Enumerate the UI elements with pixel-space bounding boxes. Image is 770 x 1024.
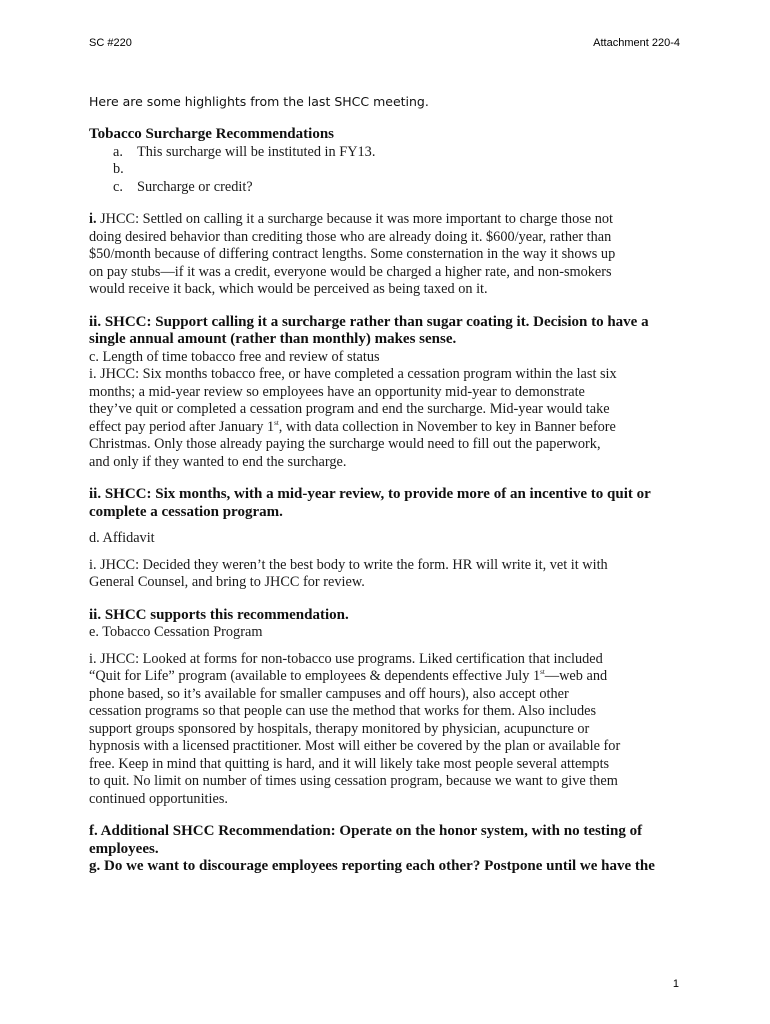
heading-honor-system: f. Additional SHCC Recommendation: Operate on the honor system, with no testing of employees. [89, 823, 643, 857]
paragraph-jhcc-affidavit: i. JHCC: Decided they weren’t the best body to write the form. HR will write it, vet it with General Counsel, and bring to JHCC for review. [89, 556, 608, 590]
heading-shcc-six-months: ii. SHCC: Six months, with a mid-year review, to provide more of an incentive to quit or complete a cessation program. [89, 486, 651, 520]
heading-shcc-support: ii. SHCC: Support calling it a surcharge rather than sugar coating it. Decision to have a single annual amount (rather than monthly) makes sense. [89, 313, 649, 347]
paragraph-jhcc-surcharge: i. JHCC: Settled on calling it a surcharge because it was more important to charge those not doing desired behavior than crediting those who are already doing it. $600/year, rather than $50/month because of differing contract lengths. Some consternation in the way it shows up on pay stubs—if it was a credit, everyone would be charged a higher rate, and non-smokers would receive it back, which would be perceived as being taxed on it. [89, 211, 616, 297]
list-item: c. Surcharge or credit? [113, 178, 253, 195]
paragraph-jhcc-six-months: i. JHCC: Six months tobacco free, or have completed a cessation program within the last six months; a mid-year review so employees have an opportunity mid-year to demonstrate they’ve quit or completed a cessation program and end the surcharge. Mid-year would take effect pay period after January 1st, with data collection in November to key in Banner before Christmas. Only those already paying the surcharge would need to fill out the paperwork, and only if they wanted to end the surcharge. [89, 366, 617, 470]
list-item: a. This surcharge will be instituted in FY13. [113, 143, 376, 160]
heading-discourage-reporting: g. Do we want to discourage employees reporting each other? Postpone until we have the [89, 858, 655, 874]
list-item: b. [113, 161, 124, 177]
header-doc-id: SC #220 [89, 37, 132, 49]
page-number: 1 [672, 978, 679, 990]
subheading-affidavit: d. Affidavit [89, 530, 155, 546]
paragraph-jhcc-cessation: i. JHCC: Looked at forms for non-tobacco use programs. Liked certification that included “Quit for Life” program (available to employees & dependents effective July 1st—web and phone based, so it’s available for smaller campuses and off hours), also accept other cessation programs so that people can use the method that works for them. Also includes support groups sponsored by hospitals, therapy monitored by physician, acupuncture or hypnosis with a licensed practitioner. Most will either be covered by the plan or available for free. Keep in mind that quitting is hard, and it will likely take most people several attempts to quit. No limit on number of times using cessation program, because we want to give them continued opportunities. [89, 650, 621, 807]
header-attachment: Attachment 220-4 [593, 37, 680, 49]
subheading-cessation-program: e. Tobacco Cessation Program [89, 624, 263, 640]
section-title: Tobacco Surcharge Recommendations [89, 126, 334, 142]
intro-text: Here are some highlights from the last SHCC meeting. [89, 94, 429, 109]
document-body [89, 126, 689, 876]
subheading-length-of-time: c. Length of time tobacco free and review of status [89, 348, 380, 365]
recommendation-list [89, 144, 689, 197]
heading-shcc-supports: ii. SHCC supports this recommendation. [89, 606, 349, 623]
